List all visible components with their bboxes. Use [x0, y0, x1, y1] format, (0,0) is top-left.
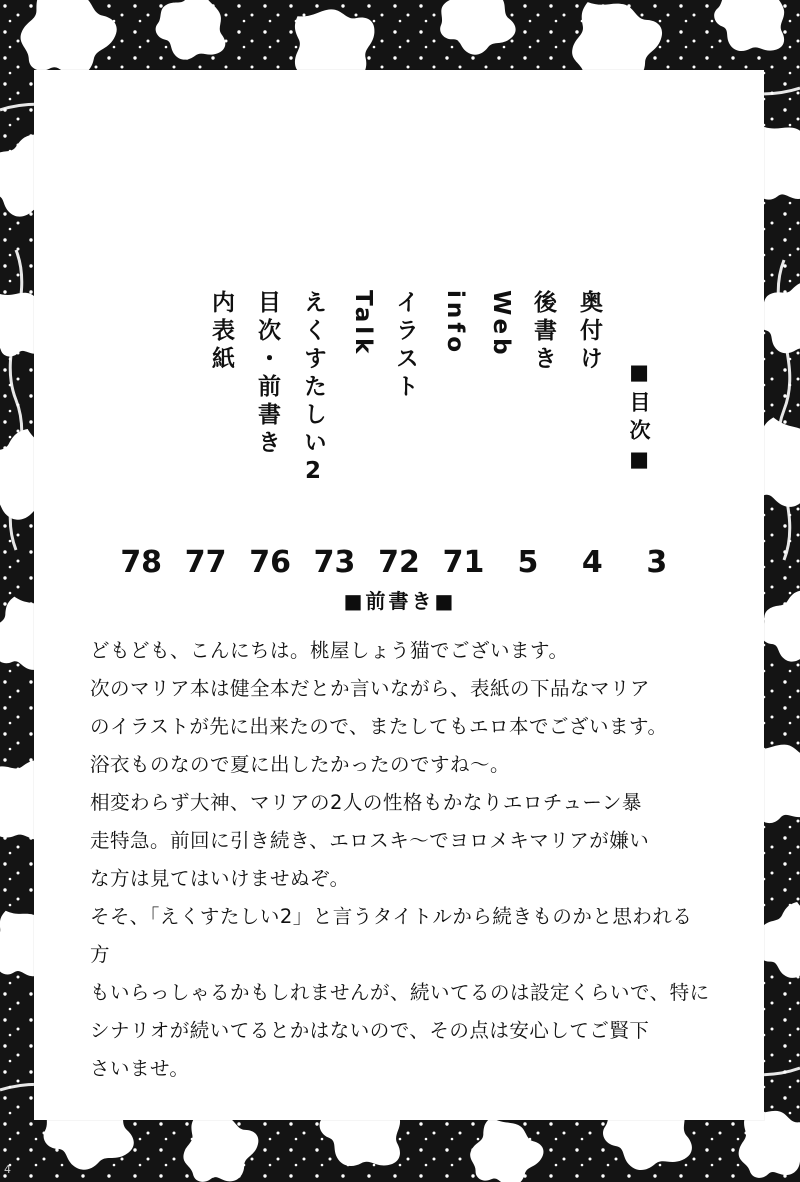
toc-page-number: 78: [120, 545, 163, 580]
toc-item-web[interactable]: Web: [488, 290, 514, 359]
toc-item-atogaki[interactable]: 後書き: [530, 290, 556, 374]
preface-line: 走特急。前回に引き続き、エロスキ～でヨロメキマリアが嫌い: [90, 829, 650, 853]
toc-heading: ■目次■: [627, 360, 651, 478]
toc-page-number: 77: [184, 545, 227, 580]
paper-sheet: [34, 70, 764, 1120]
preface-line: もいらっしゃるかもしれませんが、続いてるのは設定くらいで、特に: [90, 981, 710, 1005]
toc-page-number: 3: [646, 545, 668, 580]
toc-item-okuzuke[interactable]: 奥付け: [576, 290, 602, 374]
toc-item-mokuji-maegaki[interactable]: 目次・前書き: [254, 290, 280, 458]
toc-item-illust[interactable]: イラスト: [392, 290, 418, 402]
preface-line: のイラストが先に出来たので、またしてもエロ本でございます。: [90, 715, 668, 739]
preface-line: 次のマリア本は健全本だとか言いながら、表紙の下品なマリア: [90, 677, 651, 701]
toc-item-talk[interactable]: Talk: [350, 290, 376, 358]
toc-page-number: 73: [313, 545, 356, 580]
preface-section: [90, 585, 710, 1088]
toc-item-list: [192, 290, 606, 489]
page-folio-number: 4: [4, 1163, 11, 1176]
toc-item-info[interactable]: info: [442, 290, 468, 357]
preface-line: どもども、こんにちは。桃屋しょう猫でございます。: [90, 639, 569, 662]
preface-line: さいませ。: [90, 1057, 190, 1081]
toc-page-number: 72: [378, 545, 420, 580]
toc-item-uchihyoushi[interactable]: 内表紙: [208, 290, 234, 374]
toc-item-ecstasy-2[interactable]: えくすたしい2: [300, 290, 326, 489]
toc-page-number: 5: [517, 545, 539, 580]
toc-page-number: 76: [249, 545, 291, 580]
preface-line: シナリオが続いてるとかはないので、その点は安心してご賢下: [90, 1019, 650, 1043]
preface-line: 相変わらず大神、マリアの2人の性格もかなりエロチューン暴: [90, 791, 642, 815]
preface-line: 浴衣ものなので夏に出したかったのですね～。: [90, 753, 511, 777]
toc-page-numbers: [34, 545, 764, 580]
preface-line: そそ、「えくすたしい2」と言うタイトルから続きものかと思われる方: [90, 905, 693, 967]
preface-body: [90, 632, 710, 1088]
preface-heading: ■前書き■: [343, 589, 457, 613]
toc-page-number: 71: [442, 545, 485, 580]
preface-line: な方は見てはいけませぬぞ。: [90, 867, 350, 891]
toc-page-number: 4: [581, 545, 603, 580]
table-of-contents: [34, 170, 764, 580]
